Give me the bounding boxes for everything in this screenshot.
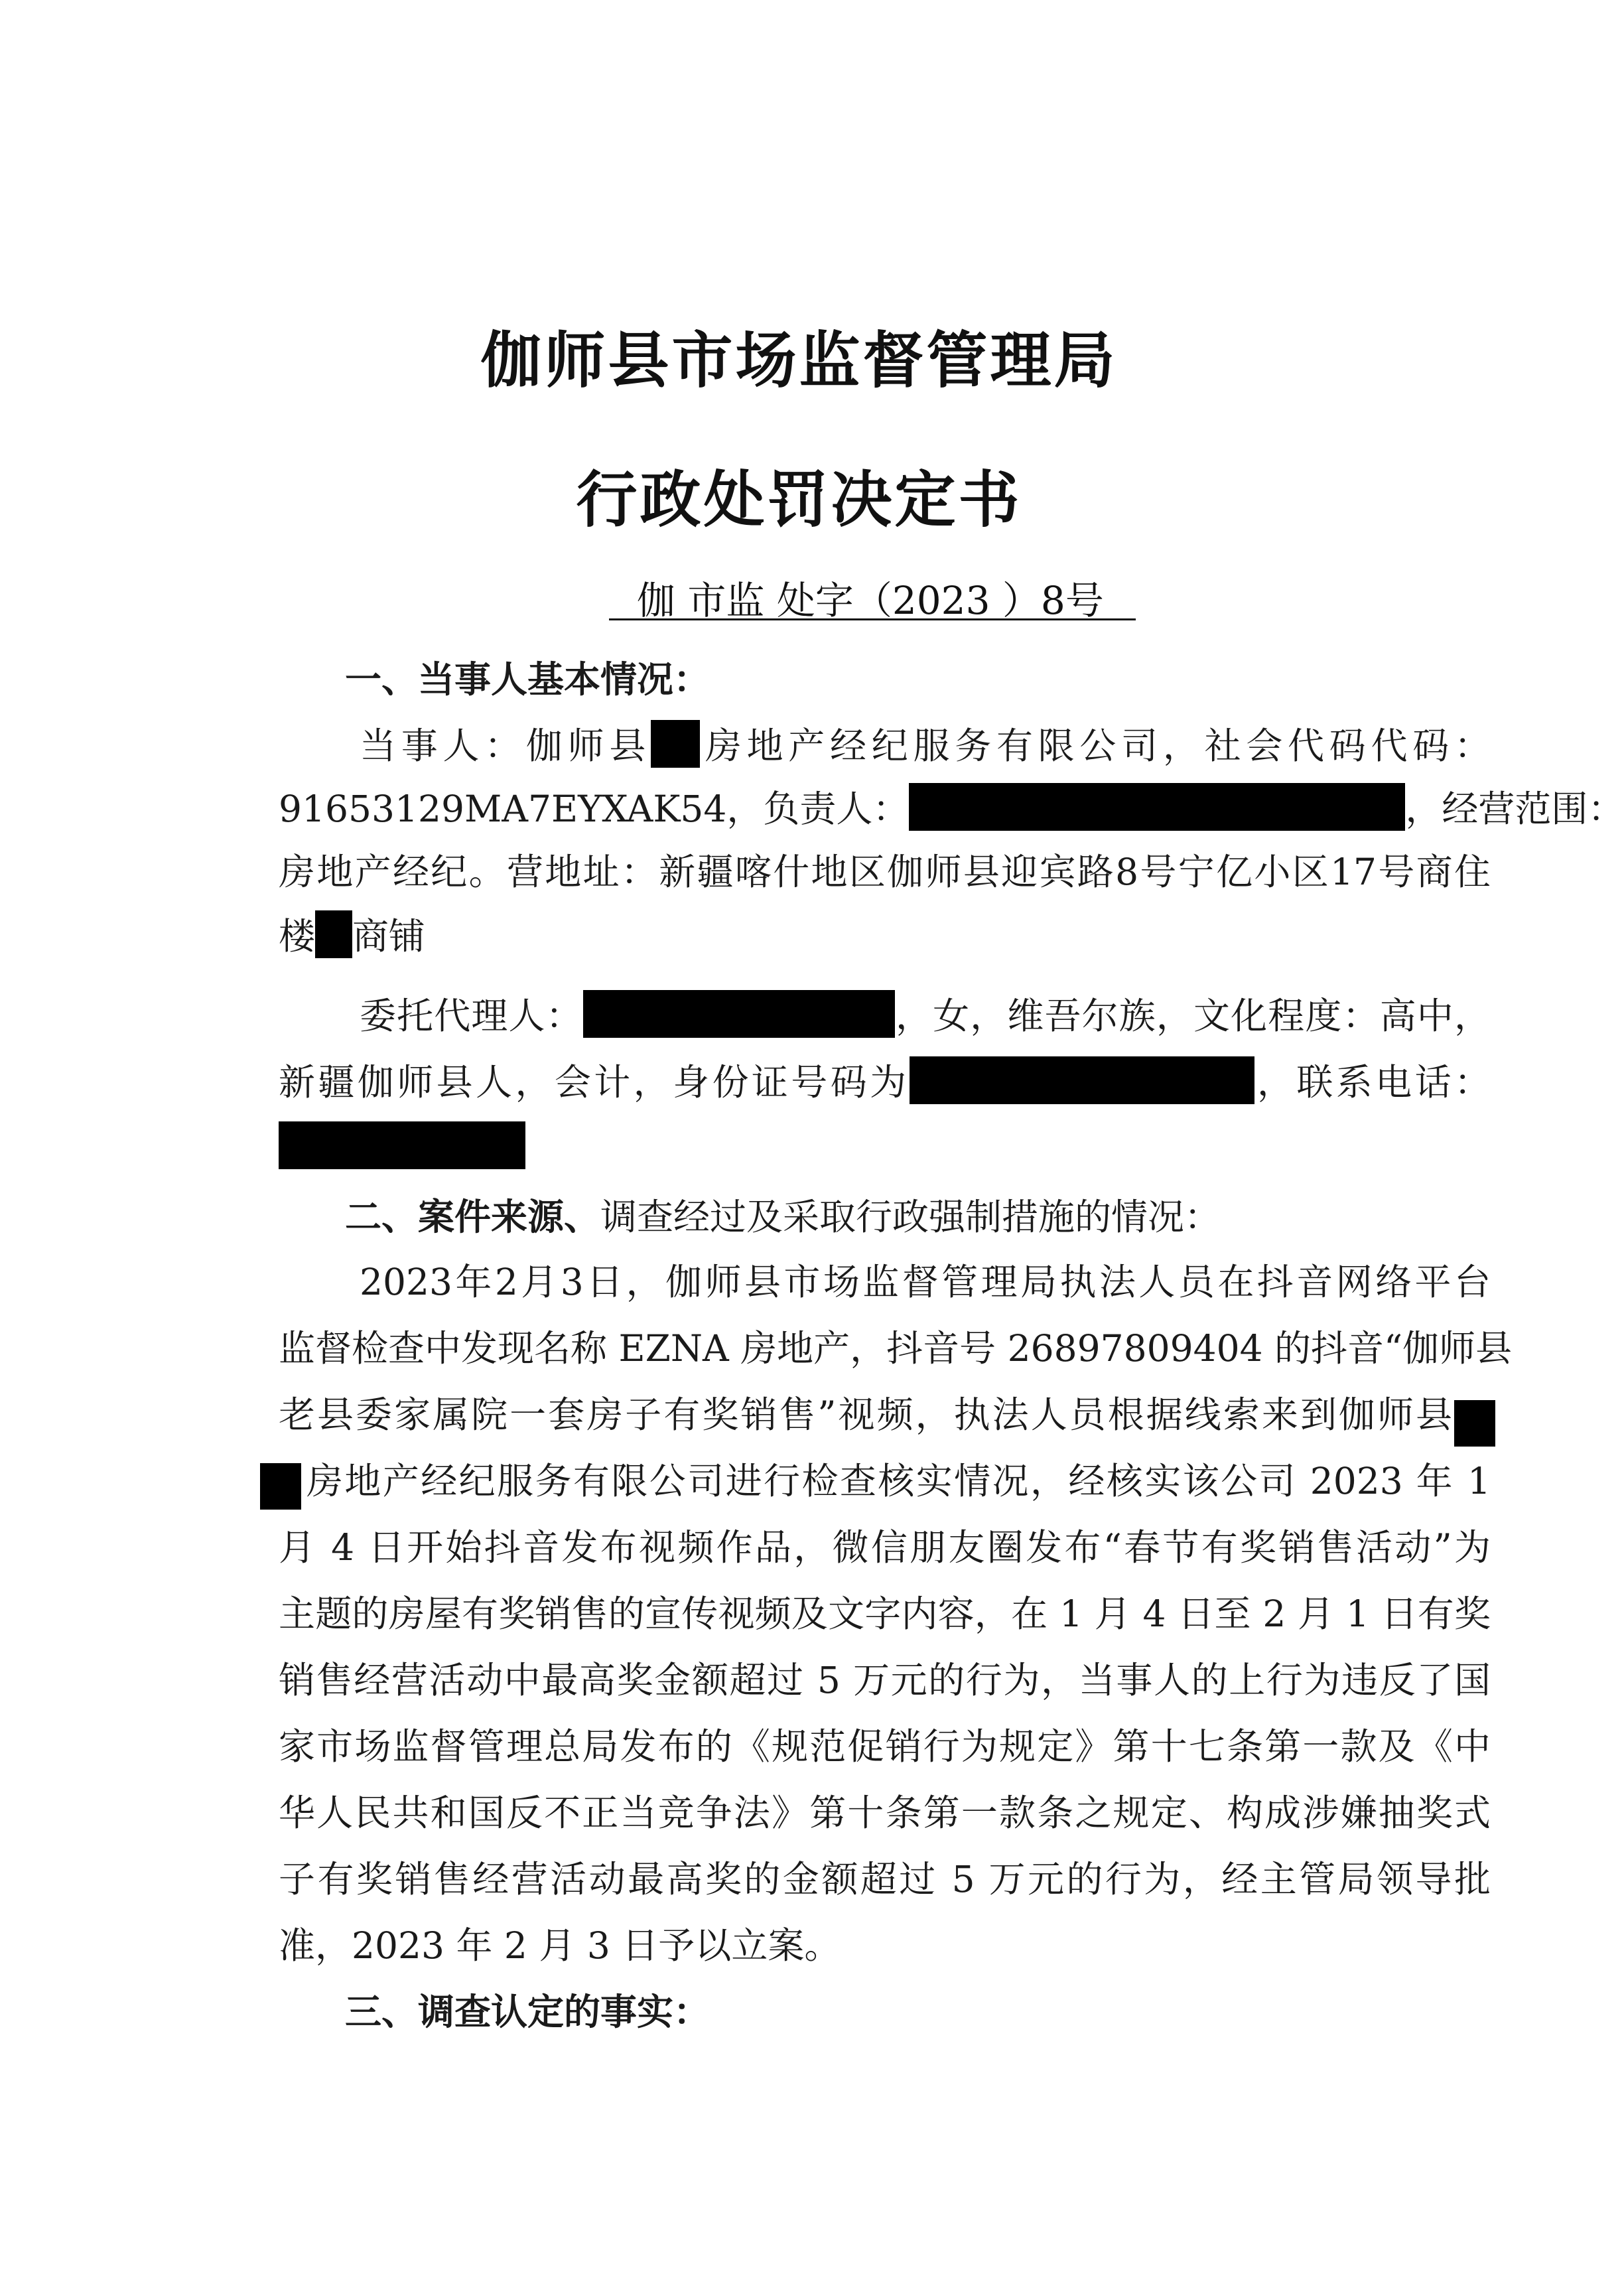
address-shop: 商铺 [352,915,426,958]
section-2-line: 2023年2月3日，伽师县市场监督管理局执法人员在抖音网络平台 [360,1261,1491,1303]
section-2-title: 案件来源、 [418,1196,601,1238]
document-number-text: 伽 市监 处字（2023 ）8号 [637,578,1104,623]
credit-code-line [279,783,1624,835]
party-line [360,720,1491,772]
section-2-line-text: 老县委家属院一套房子有奖销售”视频，执法人员根据线索来到伽师县 [279,1393,1452,1436]
agent-id-line [279,1056,1491,1108]
address-line-2 [279,910,1491,962]
phone-line [279,1121,1491,1173]
phone-label: ，联系电话： [1254,1061,1491,1104]
address-line: 房地产经纪。营地址：新疆喀什地区伽师县迎宾路8号宁亿小区17号商住 [279,851,1491,893]
section-2-line: 销售经营活动中最高奖金额超过 5 万元的行为，当事人的上行为违反了国 [279,1659,1491,1701]
credit-code-text: 91653129MA7EYXAK54，负责人： [279,788,910,830]
party-name-rest: 房地产经纪服务有限公司，社会代码代码： [700,725,1491,767]
section-3-heading: 三、调查认定的事实： [345,1991,710,2033]
redaction-block [260,1463,301,1510]
section-2-line [279,1389,1452,1441]
redaction-block [651,720,700,768]
section-2-number: 二、 [345,1196,419,1238]
document-number [637,569,1104,625]
address-building: 楼 [279,915,316,958]
agent-details: ，女，维吾尔族，文化程度：高中， [894,995,1491,1037]
section-2-title-rest: 调查经过及采取行政强制措施的情况： [600,1196,1221,1238]
party-label: 当事人：伽师县 [360,725,651,767]
business-scope-label: ，经营范围： [1405,788,1624,830]
section-2-line: 月 4 日开始抖音发布视频作品，微信朋友圈发布“春节有奖销售活动”为 [279,1526,1491,1569]
section-2-line: 华人民共和国反不正当竞争法》第十条第一款条之规定、构成涉嫌抽奖式 [279,1792,1491,1834]
redaction-block [315,910,352,958]
agent-label: 委托代理人： [360,995,583,1037]
document-number-underline [609,618,1136,620]
section-2-line: 监督检查中发现名称 EZNA 房地产，抖音号 26897809404 的抖音“伽师县 [279,1327,1513,1370]
agent-id-label: 新疆伽师县人，会计，身份证号码为 [279,1061,910,1104]
redaction-block [909,783,1405,831]
redaction-block [279,1121,525,1169]
document-type-title: 行政处罚决定书 [576,464,1022,535]
section-2-heading [345,1191,1491,1243]
redaction-block [583,990,895,1038]
agency-title: 伽师县市场监督管理局 [480,325,1118,396]
agent-line [360,990,1491,1042]
section-2-line: 子有奖销售经营活动最高奖的金额超过 5 万元的行为，经主管局领导批 [279,1858,1491,1900]
section-2-line: 家市场监督管理总局发布的《规范促销行为规定》第十七条第一款及《中 [279,1725,1491,1768]
redaction-block [1454,1400,1495,1447]
section-2-line: 主题的房屋有奖销售的宣传视频及文字内容，在 1 月 4 日至 2 月 1 日有奖 [279,1593,1491,1635]
section-2-line: 准，2023 年 2 月 3 日予以立案。 [279,1924,841,1967]
section-2-line: 房地产经纪服务有限公司进行检查核实情况，经核实该公司 2023 年 1 [306,1460,1491,1502]
section-1-heading: 一、当事人基本情况： [345,658,710,701]
redaction-block [910,1056,1254,1104]
